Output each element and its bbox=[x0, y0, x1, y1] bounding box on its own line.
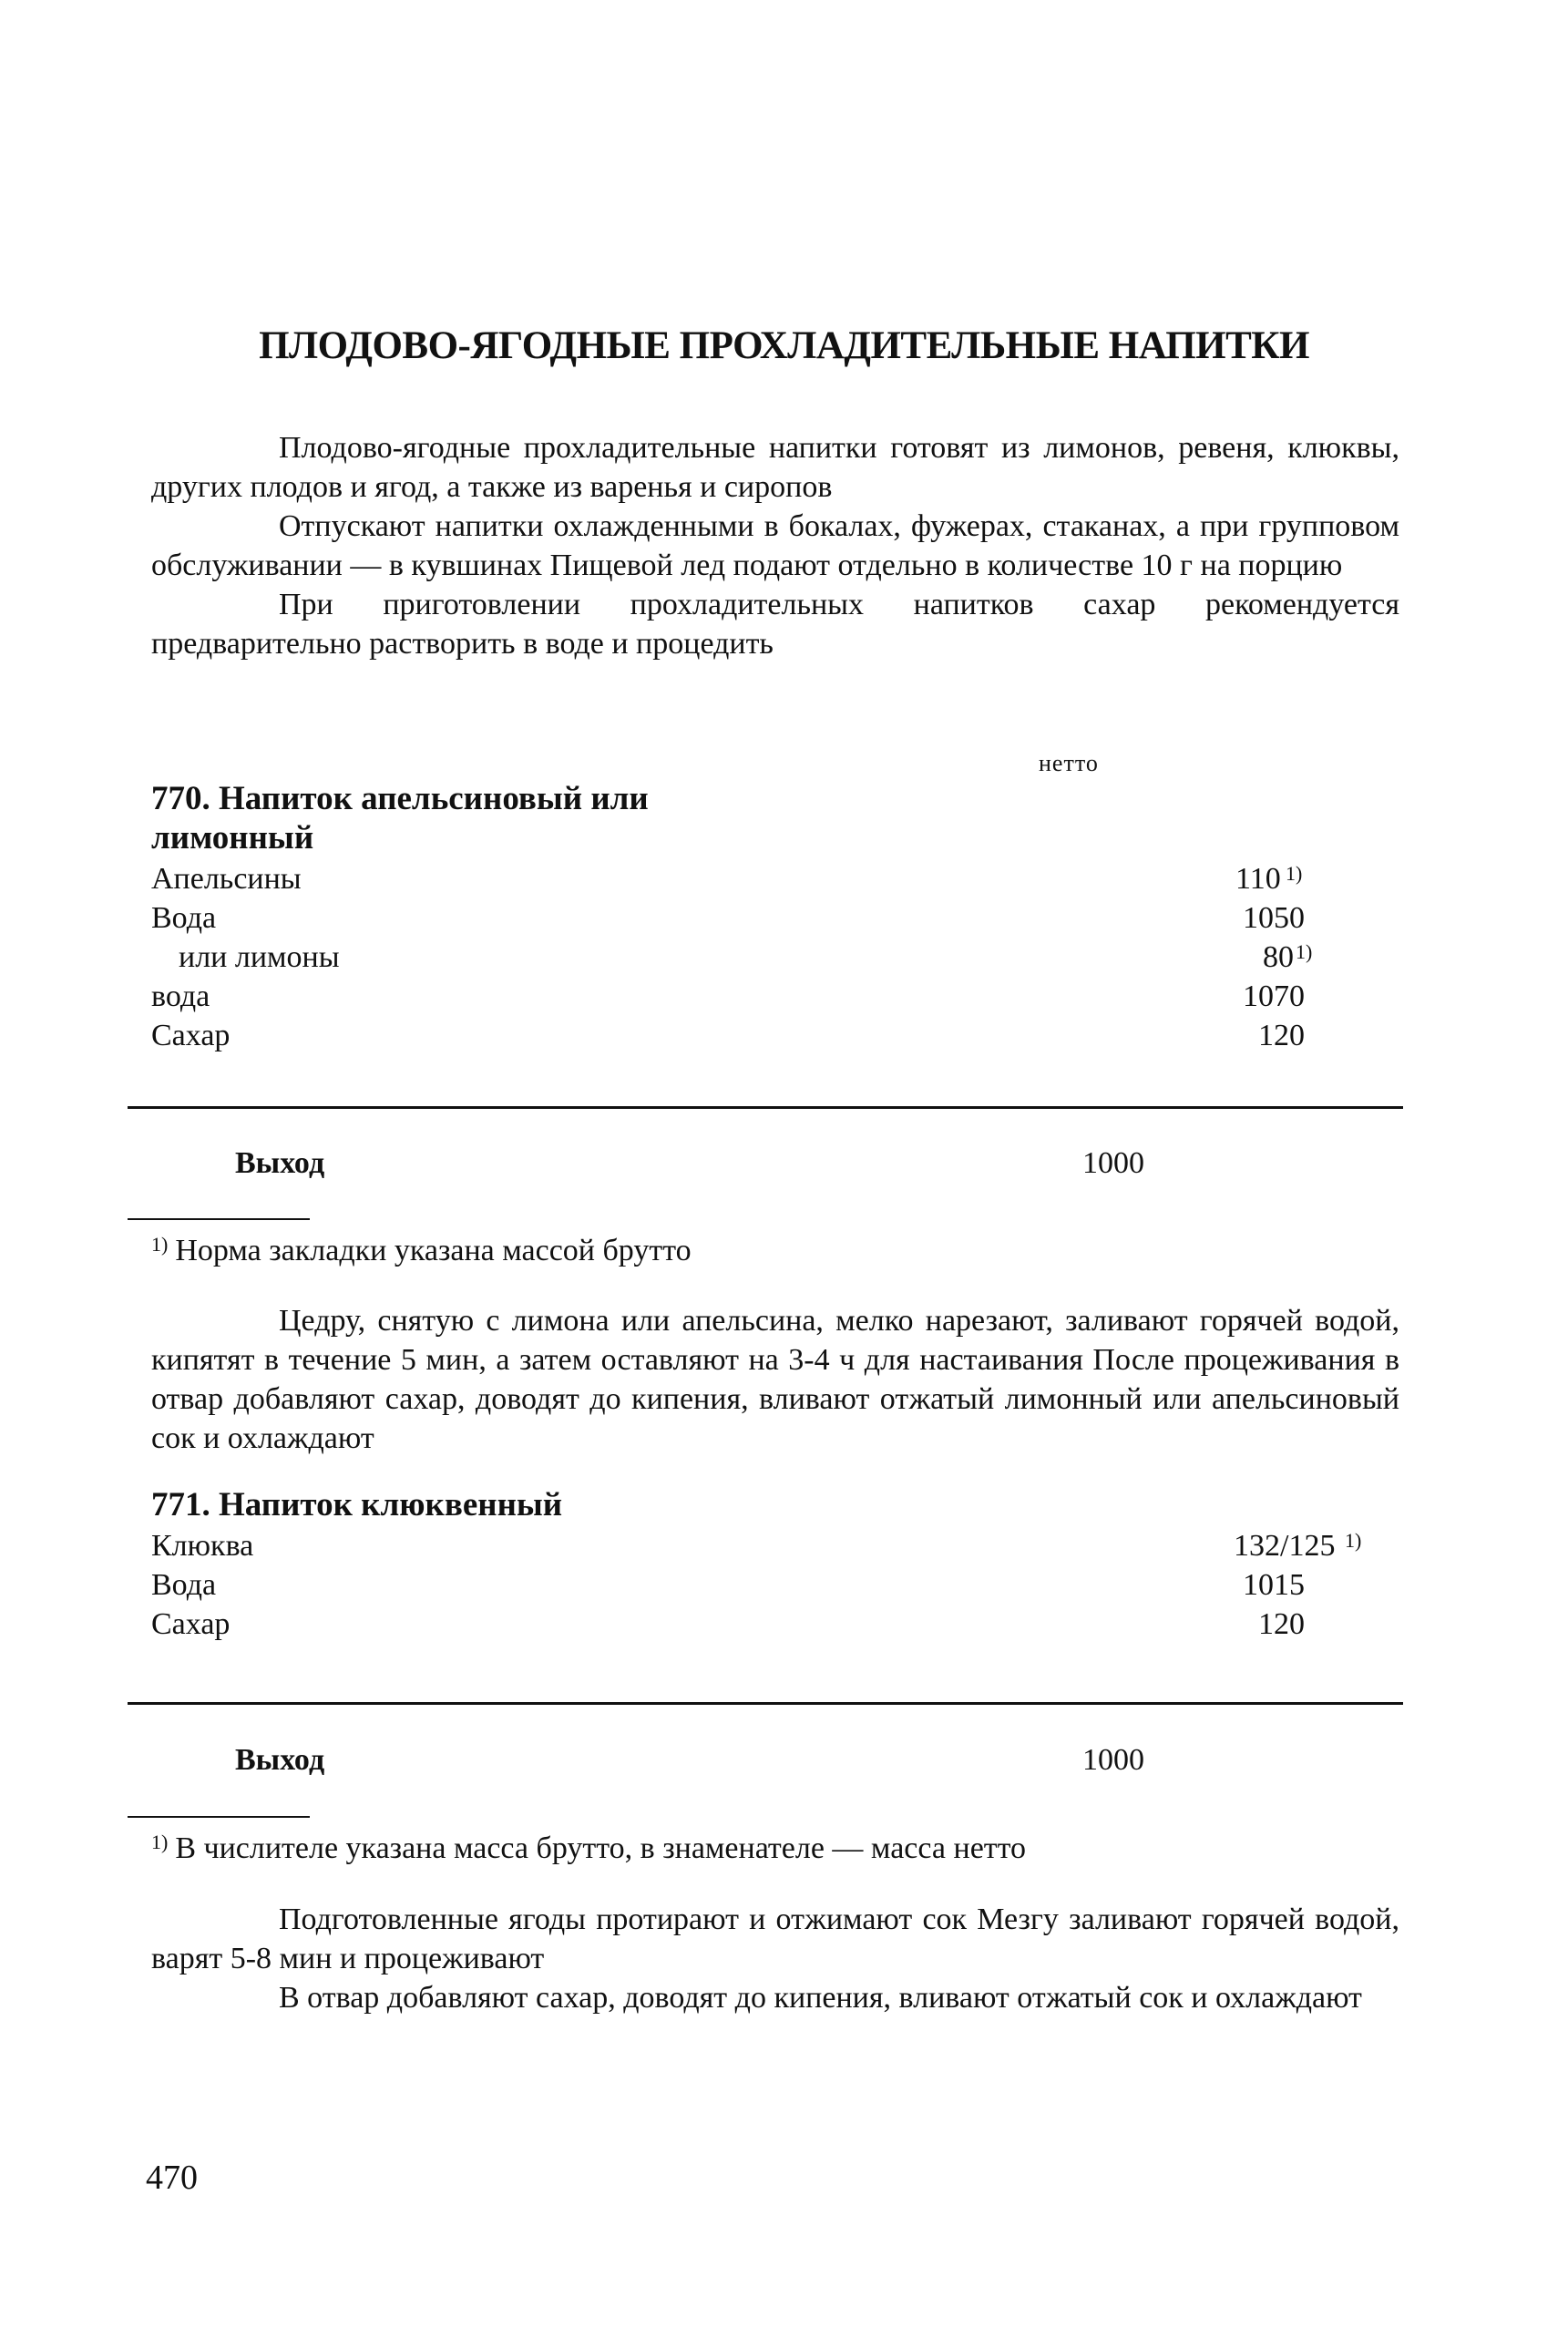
yield-value: 1000 bbox=[1082, 1146, 1144, 1180]
ingredient-name: Клюква bbox=[151, 1529, 254, 1563]
table-rule bbox=[128, 1702, 1403, 1705]
footnote-text: В числителе указана масса брутто, в знаменателе — масса нетто bbox=[175, 1831, 1027, 1865]
footnote-text: Норма закладки указана массой брутто bbox=[175, 1234, 692, 1267]
intro-text bbox=[151, 428, 1399, 663]
ingredient-name: Апельсины bbox=[151, 862, 302, 896]
ingredient-row bbox=[151, 1526, 1399, 1565]
ingredient-row bbox=[151, 1016, 1399, 1055]
ingredient-value: 120 bbox=[1258, 1019, 1305, 1052]
yield-row bbox=[235, 1144, 1237, 1183]
method-paragraph: Подготовленные ягоды протирают и отжимают сок Мезгу заливают горячей водой, варят 5-8 мин и процеживают bbox=[151, 1903, 1399, 1975]
ingredient-name: Вода bbox=[151, 1568, 217, 1602]
yield-value: 1000 bbox=[1082, 1743, 1144, 1777]
netto-column-header: нетто bbox=[1039, 750, 1099, 776]
ingredient-name: Вода bbox=[151, 901, 217, 935]
ingredient-row bbox=[151, 898, 1399, 938]
method-text bbox=[151, 1301, 1399, 1458]
ingredient-value: 1015 bbox=[1243, 1568, 1305, 1602]
method-paragraph: В отвар добавляют сахар, доводят до кипения, вливают отжатый сок и охлаждают bbox=[279, 1981, 1362, 2015]
section-title: ПЛОДОВО-ЯГОДНЫЕ ПРОХЛАДИТЕЛЬНЫЕ НАПИТКИ bbox=[259, 324, 1309, 367]
ingredient-row bbox=[151, 859, 1399, 898]
footnote-ref: 1) bbox=[1286, 862, 1303, 885]
ingredient-value: 1070 bbox=[1243, 980, 1305, 1013]
page-number: 470 bbox=[146, 2159, 198, 2197]
yield-label: Выход bbox=[235, 1743, 325, 1777]
ingredient-value: 80 bbox=[1263, 940, 1294, 974]
method-paragraph: Цедру, снятую с лимона или апельсина, мелко нарезают, заливают горячей водой, кипятят в течение 5 мин, а затем оставляют на 3-4 ч для настаивания После процеживания в отвар добавляют сахар, доводят до кипения, вливают отжатый лимонный или апельсиновый сок и охлаждают bbox=[151, 1304, 1399, 1455]
recipe-title-continued: лимонный bbox=[151, 819, 314, 857]
ingredient-name: или лимоны bbox=[179, 940, 340, 974]
yield-label: Выход bbox=[235, 1146, 325, 1180]
ingredient-row bbox=[151, 977, 1399, 1016]
ingredient-row bbox=[151, 1565, 1399, 1605]
footnote bbox=[151, 1822, 1026, 1868]
intro-paragraph: Плодово-ягодные прохладительные напитки готовят из лимонов, ревеня, клюквы, других плодов и ягод, а также из варенья и сиропов bbox=[151, 431, 1399, 504]
recipe-title: 770. Напиток апельсиновый или bbox=[151, 780, 649, 817]
ingredient-value: 110 bbox=[1235, 862, 1281, 896]
intro-paragraph: При приготовлении прохладительных напитков сахар рекомендуется предварительно растворить в воде и процедить bbox=[151, 588, 1399, 661]
ingredient-value: 120 bbox=[1258, 1607, 1305, 1641]
footnote bbox=[151, 1225, 692, 1270]
ingredient-name: Сахар bbox=[151, 1607, 231, 1641]
footnote-mark: 1) bbox=[151, 1233, 169, 1256]
ingredient-value: 132/125 bbox=[1234, 1529, 1336, 1563]
footnote-rule bbox=[128, 1816, 310, 1818]
yield-row bbox=[235, 1740, 1237, 1780]
footnote-ref: 1) bbox=[1296, 940, 1313, 963]
ingredient-row bbox=[151, 1605, 1399, 1644]
recipe-title: 771. Напиток клюквенный bbox=[151, 1486, 563, 1523]
ingredient-row bbox=[151, 938, 1399, 977]
intro-paragraph: Отпускают напитки охлажденными в бокалах, фужерах, стаканах, а при групповом обслуживании — в кувшинах Пищевой лед подают отдельно в количестве 10 г на порцию bbox=[151, 509, 1399, 582]
ingredient-value: 1050 bbox=[1243, 901, 1305, 935]
footnote-rule bbox=[128, 1218, 310, 1220]
method-text bbox=[151, 1900, 1399, 2017]
footnote-ref: 1) bbox=[1345, 1529, 1362, 1552]
ingredient-name: вода bbox=[151, 980, 210, 1013]
ingredient-name: Сахар bbox=[151, 1019, 231, 1052]
footnote-mark: 1) bbox=[151, 1831, 169, 1853]
table-rule bbox=[128, 1106, 1403, 1109]
